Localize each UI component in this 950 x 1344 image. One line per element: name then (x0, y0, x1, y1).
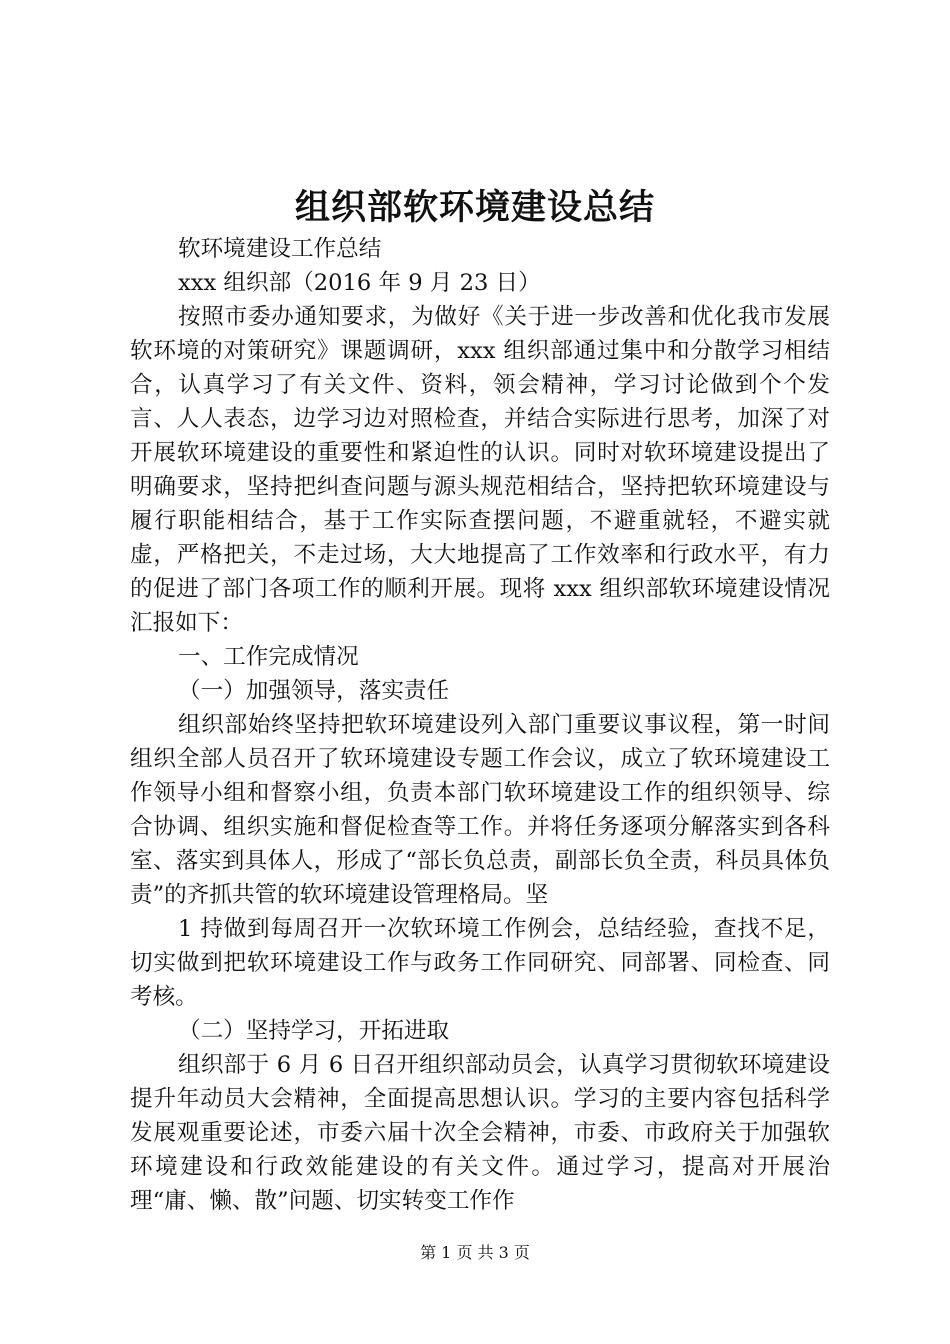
byline: xxx 组织部（2016 年 9 月 23 日） (178, 270, 541, 296)
paragraph-study: 组织部于 6 月 6 日召开组织部动员会，认真学习贯彻软环境建设提升年动员大会精神，全面提高思想认识。学习的主要内容包括科学发展观重要论述，市委六届十次全会精神，市委、市政府关于加强软环境建设和行政效能建设的有关文件。通过学习，提高对开展治理“庸、懒、散”问题、切实转变工作作 (130, 1052, 830, 1214)
page-number: 第 1 页 共 3 页 (420, 1243, 530, 1262)
paragraph-leadership: 组织部始终坚持把软环境建设列入部门重要议事议程，第一时间组织全部人员召开了软环境建设专题工作会议，成立了软环境建设工作领导小组和督察小组，负责本部门软环境建设工作的组织领导、综合协调、组织实施和督促检查等工作。并将任务逐项分解落实到各科室、落实到具体人，形成了“部长负总责，副部长负全责，科员具体负责”的齐抓共管的软环境建设管理格局。坚 (130, 712, 830, 908)
document-title: 组织部软环境建设总结 (294, 187, 655, 228)
document-body (130, 232, 830, 1218)
paragraph-weekly-meeting: 1 持做到每周召开一次软环境工作例会，总结经验，查找不足，切实做到把软环境建设工作与政务工作同研究、同部署、同检查、同考核。 (130, 916, 830, 1010)
subsection-heading: （二）坚持学习，开拓进取 (178, 1018, 450, 1044)
subsection-heading: （一）加强领导，落实责任 (178, 678, 450, 704)
subtitle-line: 软环境建设工作总结 (178, 236, 382, 262)
paragraph-intro: 按照市委办通知要求，为做好《关于进一步改善和优化我市发展软环境的对策研究》课题调研，xxx 组织部通过集中和分散学习相结合，认真学习了有关文件、资料，领会精神，学习讨论做到个个发言、人人表态，边学习边对照检查，并结合实际进行思考，加深了对开展软环境建设的重要性和紧迫性的认识。同时对软环境建设提出了明确要求，坚持把纠查问题与源头规范相结合，坚持把软环境建设与履行职能相结合，基于工作实际查摆问题，不避重就轻，不避实就虚，严格把关，不走过场，大大地提高了工作效率和行政水平，有力的促进了部门各项工作的顺利开展。现将 xxx 组织部软环境建设情况汇报如下： (130, 304, 830, 636)
section-heading: 一、工作完成情况 (178, 644, 359, 670)
